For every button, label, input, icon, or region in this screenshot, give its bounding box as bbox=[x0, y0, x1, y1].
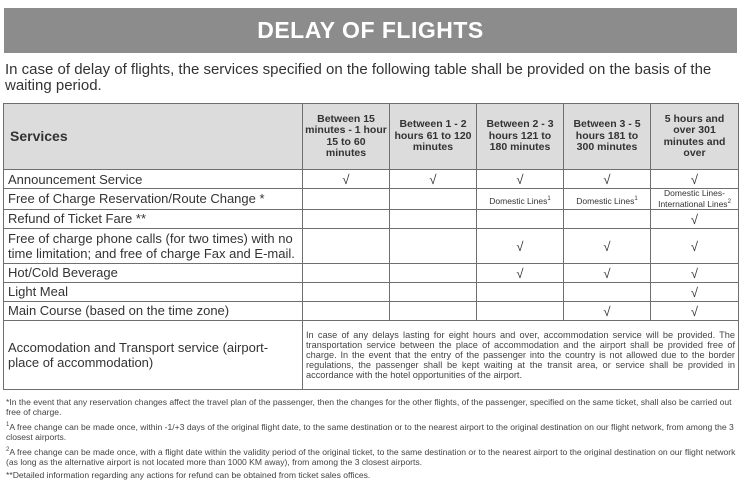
check-icon: √ bbox=[651, 170, 739, 189]
services-column-header: Services bbox=[4, 104, 303, 170]
service-label: Accomodation and Transport service (airport-place of accommodation) bbox=[4, 320, 303, 389]
table-row bbox=[4, 263, 739, 282]
table-header-row bbox=[4, 104, 739, 170]
delay-services-table bbox=[3, 103, 739, 390]
check-icon: √ bbox=[651, 209, 739, 228]
service-label: Free of Charge Reservation/Route Change * bbox=[4, 189, 303, 210]
check-icon: √ bbox=[564, 228, 651, 263]
service-label: Refund of Ticket Fare ** bbox=[4, 209, 303, 228]
service-label: Light Meal bbox=[4, 282, 303, 301]
table-row bbox=[4, 170, 739, 189]
domestic-lines-cell: Domestic Lines$^1$ bbox=[477, 189, 564, 210]
check-icon: √ bbox=[564, 170, 651, 189]
page-title-banner bbox=[4, 8, 737, 53]
column-header-121-180: Between 2 - 3 hours 121 to 180 minutes bbox=[477, 104, 564, 170]
check-icon: √ bbox=[477, 170, 564, 189]
domestic-international-lines-cell: Domestic Lines- International Lines$^2$ bbox=[651, 189, 739, 210]
service-label: Free of charge phone calls (for two times) with no time limitation; and free of charge Fax and E-mail. bbox=[4, 228, 303, 263]
check-icon: √ bbox=[390, 170, 477, 189]
check-icon: √ bbox=[651, 228, 739, 263]
service-label: Main Course (based on the time zone) bbox=[4, 301, 303, 320]
table-row bbox=[4, 301, 739, 320]
check-icon: √ bbox=[303, 170, 390, 189]
table-row bbox=[4, 282, 739, 301]
table-row bbox=[4, 228, 739, 263]
check-icon: √ bbox=[564, 301, 651, 320]
column-header-61-120: Between 1 - 2 hours 61 to 120 minutes bbox=[390, 104, 477, 170]
table-row bbox=[4, 209, 739, 228]
column-header-15-60: Between 15 minutes - 1 hour 15 to 60 minutes bbox=[303, 104, 390, 170]
check-icon: √ bbox=[477, 228, 564, 263]
service-label: Hot/Cold Beverage bbox=[4, 263, 303, 282]
footnote-2: $^2$A free change can be made once, with a flight date within the validity period of the original ticket, to the same destination or to the nearest airport to the original destination on our flight network (as long as the alternative airport is not located more than 1000 KM away), from among the 3 closest airports. bbox=[6, 447, 736, 467]
intro-text: In case of delay of flights, the services specified on the following table shall be provided on the basis of the waiting period. bbox=[5, 61, 712, 94]
footnote-star: *In the event that any reservation changes affect the travel plan of the passenger, then the changes for the other flights, of the passenger, specified on the same ticket, shall also be carried out free of charge. bbox=[6, 397, 732, 417]
footnotes bbox=[6, 398, 736, 482]
footnote-1: $^1$A free change can be made once, within -1/+3 days of the original flight date, to the same destination or to the nearest airport to the original destination on our flight network, from among the 3 closest airports. bbox=[6, 422, 734, 442]
footnote-double-star: **Detailed information regarding any actions for refund can be obtained from ticket sales offices. bbox=[6, 470, 371, 481]
page-title: DELAY OF FLIGHTS bbox=[257, 17, 484, 43]
table-row bbox=[4, 189, 739, 210]
check-icon: √ bbox=[477, 263, 564, 282]
table-row bbox=[4, 320, 739, 389]
service-label: Announcement Service bbox=[4, 170, 303, 189]
column-header-181-300: Between 3 - 5 hours 181 to 300 minutes bbox=[564, 104, 651, 170]
column-header-301-plus: 5 hours and over 301 minutes and over bbox=[651, 104, 739, 170]
check-icon: √ bbox=[651, 282, 739, 301]
accommodation-note: In case of any delays lasting for eight hours and over, accommodation service will be provided. The transportation service between the place of accommodation and the airport shall be provided free of charge. In the event that the entry of the passenger into the country is not allowed due to the border regulations, the passenger shall be kept waiting at the transit area, or service shall be provided in accordance with the hotel opportunities of the airport. bbox=[303, 320, 739, 389]
check-icon: √ bbox=[564, 263, 651, 282]
check-icon: √ bbox=[651, 301, 739, 320]
domestic-lines-cell: Domestic Lines$^1$ bbox=[564, 189, 651, 210]
check-icon: √ bbox=[651, 263, 739, 282]
